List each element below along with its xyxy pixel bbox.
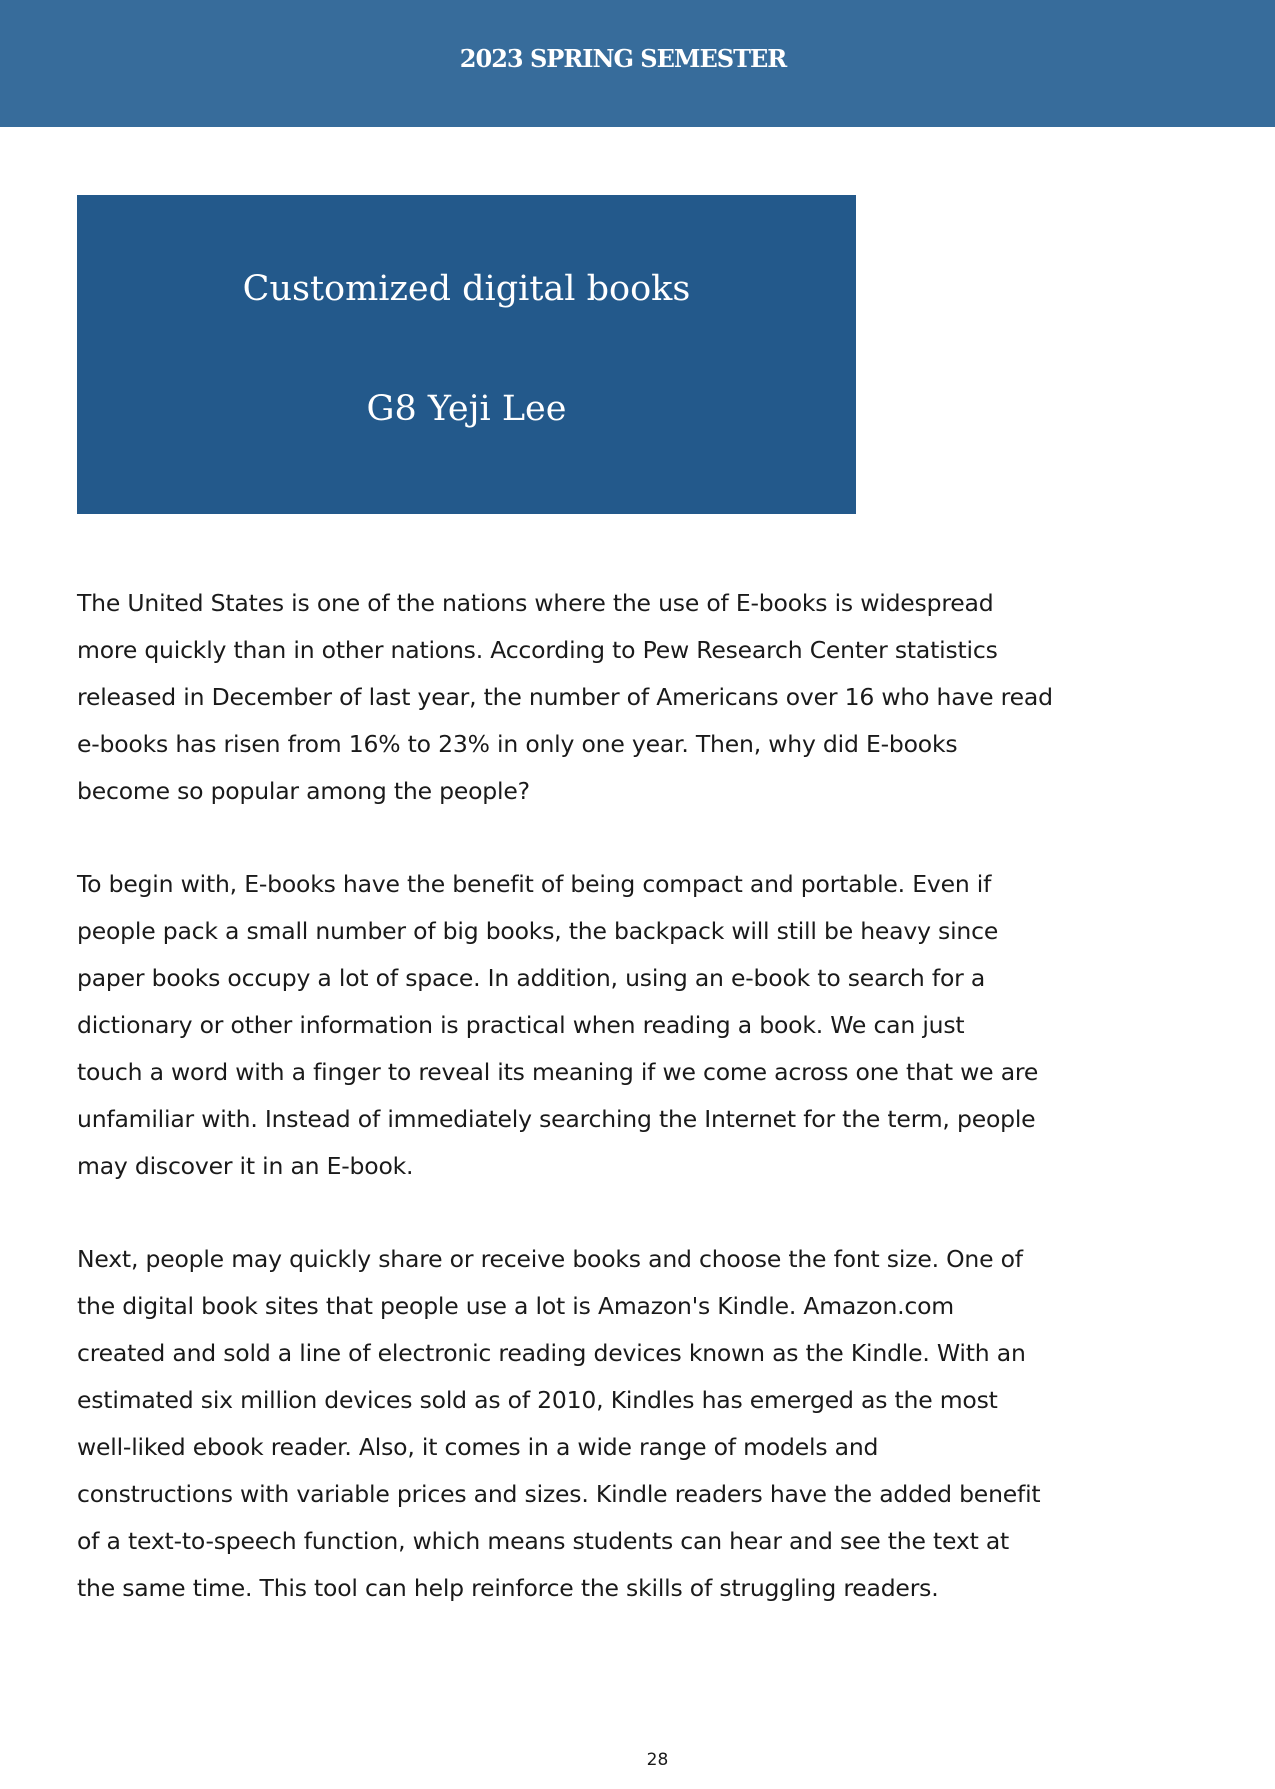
paragraph-line: The United States is one of the nations where the use of E-books is widespread — [77, 589, 994, 617]
article-author: G8 Yeji Lee — [366, 389, 567, 429]
paragraph-1 — [77, 580, 1217, 815]
paragraph-line: constructions with variable prices and sizes. Kindle readers have the added benefit — [77, 1480, 1041, 1508]
article-title: Customized digital books — [242, 269, 691, 309]
paragraph-line: estimated six million devices sold as of 2010, Kindles has emerged as the most — [77, 1386, 998, 1414]
paragraph-line: unfamiliar with. Instead of immediately searching the Internet for the term, people — [77, 1105, 1036, 1133]
paragraph-line: touch a word with a finger to reveal its meaning if we come across one that we are — [77, 1058, 1039, 1086]
paragraph-line: To begin with, E-books have the benefit of being compact and portable. Even if — [77, 870, 992, 898]
page-number: 28 — [646, 1750, 669, 1770]
paragraph-line: paper books occupy a lot of space. In addition, using an e-book to search for a — [77, 964, 986, 992]
paragraph-line: dictionary or other information is practical when reading a book. We can just — [77, 1011, 965, 1039]
paragraph-line: well-liked ebook reader. Also, it comes in a wide range of models and — [77, 1433, 879, 1461]
paragraph-line: created and sold a line of electronic reading devices known as the Kindle. With an — [77, 1339, 1026, 1367]
paragraph-line: may discover it in an E-book. — [77, 1152, 414, 1180]
article-title-box — [77, 195, 856, 514]
paragraph-line: Next, people may quickly share or receive books and choose the font size. One of — [77, 1245, 1023, 1273]
paragraph-line: more quickly than in other nations. According to Pew Research Center statistics — [77, 636, 998, 664]
semester-title: 2023 SPRING SEMESTER — [459, 44, 787, 73]
paragraph-2 — [77, 861, 1217, 1190]
paragraph-line: become so popular among the people? — [77, 777, 530, 805]
paragraph-line: released in December of last year, the number of Americans over 16 who have read — [77, 683, 1053, 711]
paragraph-line: of a text-to-speech function, which means students can hear and see the text at — [77, 1527, 1010, 1555]
article-body — [77, 580, 1217, 1658]
paragraph-3 — [77, 1236, 1217, 1612]
paragraph-line: the same time. This tool can help reinforce the skills of struggling readers. — [77, 1574, 939, 1602]
paragraph-line: the digital book sites that people use a lot is Amazon's Kindle. Amazon.com — [77, 1292, 955, 1320]
paragraph-line: e-books has risen from 16% to 23% in only one year. Then, why did E-books — [77, 730, 958, 758]
header-bar — [0, 0, 1275, 127]
paragraph-line: people pack a small number of big books, the backpack will still be heavy since — [77, 917, 999, 945]
